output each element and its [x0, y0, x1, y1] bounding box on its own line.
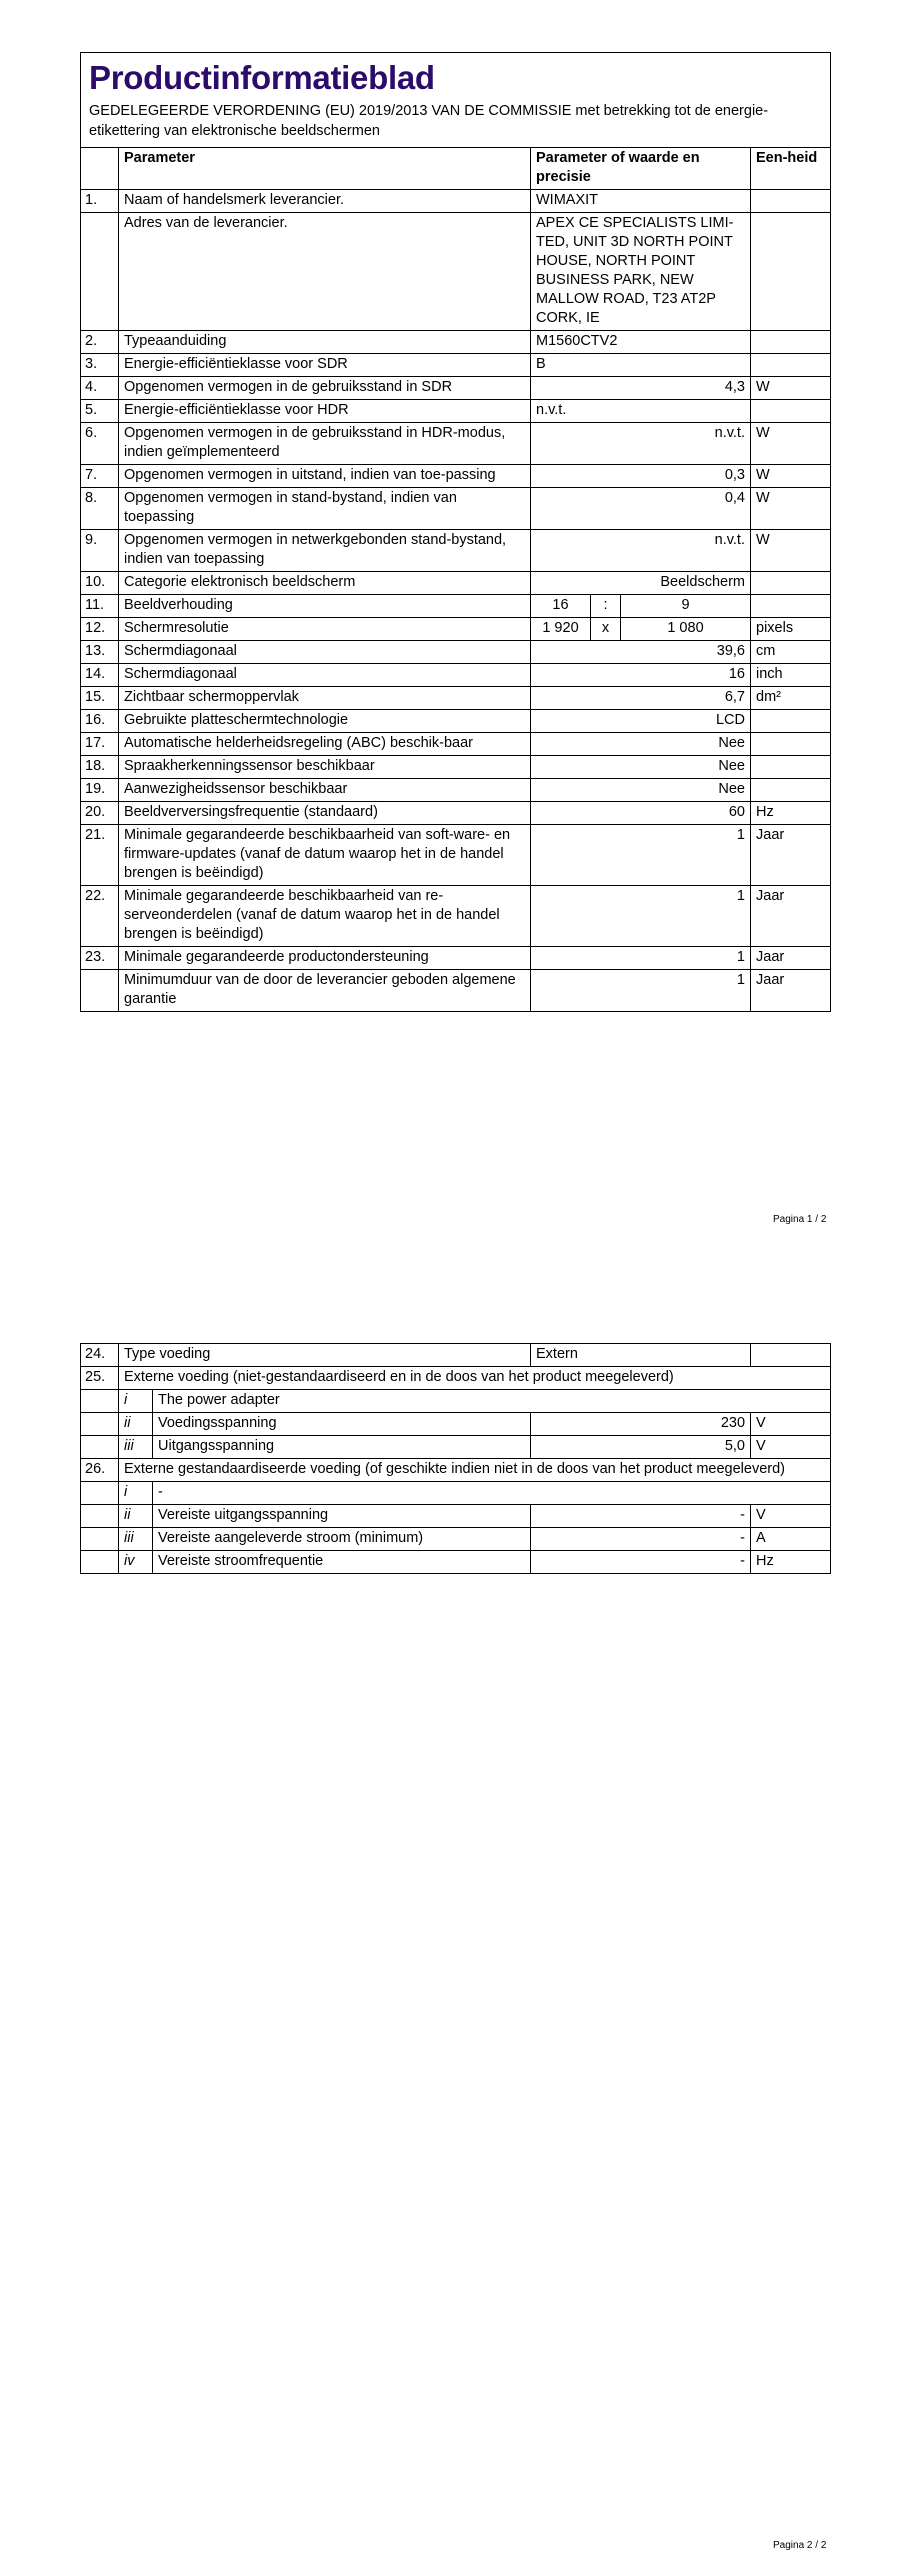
row-number: 23.	[81, 947, 119, 970]
product-info-table	[80, 52, 831, 1012]
page-2	[0, 1280, 905, 2560]
row-number: 8.	[81, 488, 119, 530]
row-parameter: Schermdiagonaal	[119, 664, 531, 687]
table-row	[81, 618, 831, 641]
row-unit: cm	[751, 641, 831, 664]
row-parameter: Energie-efficiëntieklasse voor SDR	[119, 354, 531, 377]
row-parameter: Schermresolutie	[119, 618, 531, 641]
table-row	[81, 190, 831, 213]
row-number: 1.	[81, 190, 119, 213]
row-number: 21.	[81, 825, 119, 886]
row-value: 1	[531, 947, 751, 970]
row-value-b: 1 080	[621, 618, 751, 641]
row-parameter: Zichtbaar schermoppervlak	[119, 687, 531, 710]
row-value: 6,7	[531, 687, 751, 710]
row-value: 0,4	[531, 488, 751, 530]
header-value: Parameter of waarde en precisie	[531, 148, 751, 190]
row-number: 12.	[81, 618, 119, 641]
row-parameter: Opgenomen vermogen in de gebruiksstand in HDR-modus, indien geïmplementeerd	[119, 423, 531, 465]
row-value: M1560CTV2	[531, 331, 751, 354]
row-unit: W	[751, 530, 831, 572]
table-row	[81, 465, 831, 488]
row-unit: W	[751, 423, 831, 465]
type-voeding-value: Extern	[531, 1344, 751, 1367]
row-parameter: Beeldverversingsfrequentie (standaard)	[119, 802, 531, 825]
row-parameter: Minimumduur van de door de leverancier geboden algemene garantie	[119, 970, 531, 1012]
row-value: 1	[531, 970, 751, 1012]
table-row	[81, 710, 831, 733]
row-value: n.v.t.	[531, 423, 751, 465]
row-unit: W	[751, 377, 831, 400]
row-number: 9.	[81, 530, 119, 572]
row-unit	[751, 779, 831, 802]
row-value: 4,3	[531, 377, 751, 400]
row-unit	[751, 733, 831, 756]
page-number: Pagina 1 / 2	[773, 1214, 827, 1225]
table-row	[81, 947, 831, 970]
external-supply-title: Externe voeding (niet-gestandaardiseerd en in de doos van het product meegeleverd)	[119, 1367, 831, 1390]
table-row	[81, 354, 831, 377]
power-supply-table	[80, 1343, 831, 1574]
table-row	[81, 400, 831, 423]
row-parameter: Beeldverhouding	[119, 595, 531, 618]
row-number: 4.	[81, 377, 119, 400]
row-number: 19.	[81, 779, 119, 802]
sub-row: i The power adapter	[81, 1390, 831, 1413]
sub-row: ii Vereiste uitgangsspanning - V	[81, 1505, 831, 1528]
row-unit: Hz	[751, 802, 831, 825]
table-row	[81, 530, 831, 572]
row-unit	[751, 595, 831, 618]
row-parameter: Naam of handelsmerk leverancier.	[119, 190, 531, 213]
row-value: Nee	[531, 733, 751, 756]
table-body	[81, 190, 831, 1012]
row-parameter: Minimale gegarandeerde beschikbaarheid van soft-ware- en firmware-updates (vanaf de datum waarop het in de handel brengen is beëindigd)	[119, 825, 531, 886]
row-number: 22.	[81, 886, 119, 947]
row-value: WIMAXIT	[531, 190, 751, 213]
row-parameter: Minimale gegarandeerde productondersteuning	[119, 947, 531, 970]
row-parameter: Opgenomen vermogen in de gebruiksstand in SDR	[119, 377, 531, 400]
row-number: 5.	[81, 400, 119, 423]
row-number	[81, 213, 119, 331]
row-value: Nee	[531, 756, 751, 779]
table-row	[81, 331, 831, 354]
row-parameter: Schermdiagonaal	[119, 641, 531, 664]
row-parameter: Gebruikte platteschermtechnologie	[119, 710, 531, 733]
row-value-sep: :	[591, 595, 621, 618]
document-title: Productinformatieblad	[89, 59, 435, 96]
row-number: 7.	[81, 465, 119, 488]
row-value: 16	[531, 664, 751, 687]
row-value: LCD	[531, 710, 751, 733]
row-number: 18.	[81, 756, 119, 779]
row-number: 15.	[81, 687, 119, 710]
table-row	[81, 825, 831, 886]
row-value: 39,6	[531, 641, 751, 664]
table-row	[81, 572, 831, 595]
table-row	[81, 779, 831, 802]
row-value-a: 1 920	[531, 618, 591, 641]
row-unit: Jaar	[751, 970, 831, 1012]
title-row	[81, 53, 831, 148]
row-number: 3.	[81, 354, 119, 377]
table-row	[81, 886, 831, 947]
table-row	[81, 802, 831, 825]
table-row	[81, 423, 831, 465]
row-unit	[751, 710, 831, 733]
table-row	[81, 595, 831, 618]
header-unit: Een-heid	[751, 148, 831, 190]
row-number: 10.	[81, 572, 119, 595]
table-row	[81, 377, 831, 400]
row-unit: dm²	[751, 687, 831, 710]
header-parameter: Parameter	[119, 148, 531, 190]
row-number: 11.	[81, 595, 119, 618]
row-unit: Jaar	[751, 886, 831, 947]
table-header	[81, 148, 831, 190]
row-value: 1	[531, 886, 751, 947]
row-unit: pixels	[751, 618, 831, 641]
row-value: 1	[531, 825, 751, 886]
row-unit: Jaar	[751, 947, 831, 970]
row-number: 6.	[81, 423, 119, 465]
page-number: Pagina 2 / 2	[773, 2540, 827, 2551]
row-unit	[751, 190, 831, 213]
table-row	[81, 970, 831, 1012]
row-unit	[751, 572, 831, 595]
type-voeding-label: Type voeding	[119, 1344, 531, 1367]
row-parameter: Typeaanduiding	[119, 331, 531, 354]
row-parameter: Opgenomen vermogen in stand-bystand, indien van toepassing	[119, 488, 531, 530]
row-value: Beeldscherm	[531, 572, 751, 595]
row-value: B	[531, 354, 751, 377]
sub-row: iii Vereiste aangeleverde stroom (minimum) - A	[81, 1528, 831, 1551]
sub-row: iii Uitgangsspanning 5,0 V	[81, 1436, 831, 1459]
row-parameter: Opgenomen vermogen in netwerkgebonden stand-bystand, indien van toepassing	[119, 530, 531, 572]
table-row	[81, 664, 831, 687]
row-unit	[751, 756, 831, 779]
row-value-b: 9	[621, 595, 751, 618]
row-value: n.v.t.	[531, 530, 751, 572]
table-row: 26. Externe gestandaardiseerde voeding (of geschikte indien niet in de doos van het product meegeleverd)	[81, 1459, 831, 1482]
row-value: Nee	[531, 779, 751, 802]
row-value: 0,3	[531, 465, 751, 488]
table-row	[81, 488, 831, 530]
row-value: APEX CE SPECIALISTS LIMI-TED, UNIT 3D NORTH POINT HOUSE, NORTH POINT BUSINESS PARK, NEW MALLOW ROAD, T23 AT2P CORK, IE	[531, 213, 751, 331]
row-parameter: Categorie elektronisch beeldscherm	[119, 572, 531, 595]
sub-row: iv Vereiste stroomfrequentie - Hz	[81, 1551, 831, 1574]
table-row	[81, 733, 831, 756]
table-row	[81, 213, 831, 331]
table-row: 24. Type voeding Extern	[81, 1344, 831, 1367]
row-unit	[751, 354, 831, 377]
row-parameter: Minimale gegarandeerde beschikbaarheid van re-serveonderdelen (vanaf de datum waarop het in de handel brengen is beëindigd)	[119, 886, 531, 947]
row-number: 14.	[81, 664, 119, 687]
row-parameter: Energie-efficiëntieklasse voor HDR	[119, 400, 531, 423]
row-number: 20.	[81, 802, 119, 825]
table-row	[81, 687, 831, 710]
row-parameter: Automatische helderheidsregeling (ABC) beschik-baar	[119, 733, 531, 756]
row-value: n.v.t.	[531, 400, 751, 423]
row-number: 2.	[81, 331, 119, 354]
row-parameter: Aanwezigheidssensor beschikbaar	[119, 779, 531, 802]
row-number: 16.	[81, 710, 119, 733]
sub-row: i -	[81, 1482, 831, 1505]
row-unit: inch	[751, 664, 831, 687]
row-value-a: 16	[531, 595, 591, 618]
row-unit: Jaar	[751, 825, 831, 886]
row-unit: W	[751, 465, 831, 488]
table-row	[81, 756, 831, 779]
row-number: 17.	[81, 733, 119, 756]
row-parameter: Spraakherkenningssensor beschikbaar	[119, 756, 531, 779]
row-parameter: Opgenomen vermogen in uitstand, indien van toe-passing	[119, 465, 531, 488]
table-row	[81, 641, 831, 664]
row-unit: W	[751, 488, 831, 530]
row-value: 60	[531, 802, 751, 825]
row-number: 13.	[81, 641, 119, 664]
row-parameter: Adres van de leverancier.	[119, 213, 531, 331]
table-row: 25. Externe voeding (niet-gestandaardiseerd en in de doos van het product meegeleverd)	[81, 1367, 831, 1390]
standard-supply-title: Externe gestandaardiseerde voeding (of geschikte indien niet in de doos van het product meegeleverd)	[119, 1459, 831, 1482]
row-value-sep: x	[591, 618, 621, 641]
row-unit	[751, 400, 831, 423]
document-subtitle: GEDELEGEERDE VERORDENING (EU) 2019/2013 VAN DE COMMISSIE met betrekking tot de energie-etikettering van elektronische beeldschermen	[89, 103, 769, 139]
row-unit	[751, 213, 831, 331]
sub-row: ii Voedingsspanning 230 V	[81, 1413, 831, 1436]
row-unit	[751, 331, 831, 354]
row-number	[81, 970, 119, 1012]
